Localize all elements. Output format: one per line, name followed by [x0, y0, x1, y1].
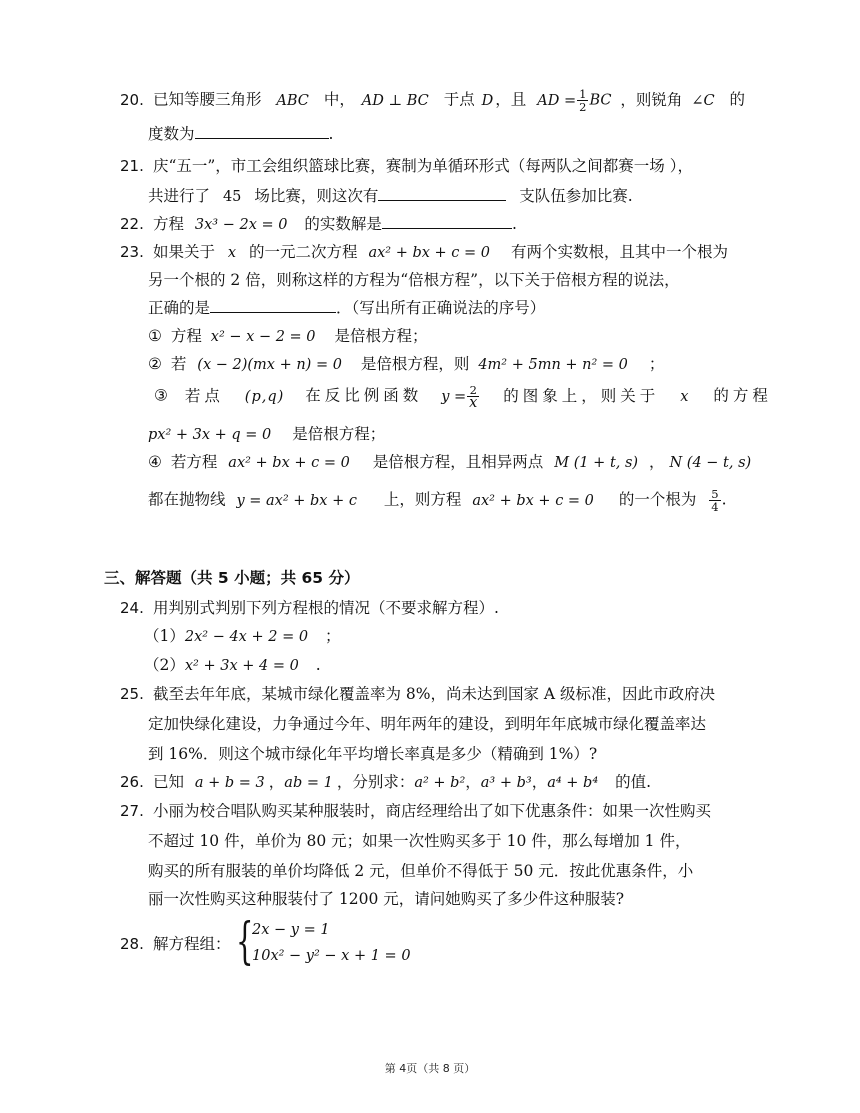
q23-fraction-5-over-4: $\frac{5}{4}$ — [711, 487, 719, 514]
q28-equation-2: 10x² − y² − x + 1 = 0 — [252, 948, 411, 964]
q24-part1: （1）2x² − 4x + 2 = 0 ； — [144, 627, 341, 645]
q24-line1: 24. 用判别式判别下列方程根的情况（不要求解方程）. — [120, 599, 499, 617]
answer-blank[interactable] — [195, 124, 329, 139]
q20-fraction: $\frac{1}{2}$ — [579, 87, 587, 114]
q28-number: 28. — [120, 935, 144, 953]
q28-equation-1: 2x − y = 1 — [252, 922, 330, 938]
q23-option2: ② 若 (x − 2)(mx + n) = 0 是倍根方程，则 4m² + 5mn + n² = 0 ； — [148, 355, 665, 373]
q23-line2: 另一个根的 2 倍，则称这样的方程为“倍根方程”，以下关于倍根方程的说法， — [148, 271, 680, 289]
answer-blank[interactable] — [210, 298, 336, 313]
q23-line3: 正确的是 ．（写出所有正确说法的序号） — [148, 299, 546, 317]
q28-system-brace: { — [236, 912, 254, 970]
q23-option4-line2: 都在抛物线 y = ax² + bx + c 上，则方程 ax² + bx + c = 0 的一个根为 $\frac{5}{4}$ . — [148, 487, 727, 514]
answer-blank[interactable] — [382, 214, 512, 229]
q20-number: 20. — [120, 90, 144, 109]
section-title: 三、解答题（共 5 小题；共 65 分） — [104, 569, 360, 587]
q22-number: 22. — [120, 215, 144, 233]
q23-option3-line1: ③ 若点 (p,q) 在反比例函数 y = $\frac{2}{x}$ 的图象上，则关于 x 的方程 — [154, 383, 772, 411]
q20-line1: 20. 已知等腰三角形 ABC 中， AD ⊥ BC 于点 D ，且 AD = $\frac{1}{2}$ BC ，则锐角 ∠C 的 — [120, 87, 746, 114]
q25-number: 25. — [120, 685, 144, 703]
q23-option3-line2: px² + 3x + q = 0 是倍根方程； — [148, 425, 386, 443]
q25-line3: 到 16%．则这个城市绿化年平均增长率真是多少（精确到 1%）? — [148, 745, 598, 763]
q27-line4: 丽一次性购买这种服装付了 1200 元，请问她购买了多少件这种服装? — [148, 890, 625, 908]
q26-number: 26. — [120, 773, 144, 791]
page-footer: 第 4页（共 8 页） — [384, 1062, 476, 1075]
q24-part2: （2）x² + 3x + 4 = 0 . — [144, 656, 321, 674]
q23-line1: 23. 如果关于 x 的一元二次方程 ax² + bx + c = 0 有两个实数根，且其中一个根为 — [120, 243, 728, 261]
q28-line: 28. 解方程组： — [120, 935, 231, 953]
q21-number: 21. — [120, 157, 144, 175]
q27-line2: 不超过 10 件，单价为 80 元；如果一次性购买多于 10 件，那么每增加 1 件， — [148, 832, 691, 850]
q20-line2: 度数为 . — [148, 125, 334, 143]
q26-line: 26. 已知 a + b = 3 ，ab = 1 ，分别求：a² + b²，a³ + b³，a⁴ + b⁴ 的值. — [120, 773, 652, 791]
q27-number: 27. — [120, 802, 144, 820]
q27-line1: 27. 小丽为校合唱队购买某种服装时，商店经理给出了如下优惠条件：如果一次性购买 — [120, 802, 711, 820]
q23-option4-line1: ④ 若方程 ax² + bx + c = 0 是倍根方程，且相异两点 M (1 + t, s) ， N (4 − t, s) — [148, 453, 752, 471]
q25-line1: 25. 截至去年年底，某城市绿化覆盖率为 8%，尚未达到国家 A 级标准，因此市政府决 — [120, 685, 716, 703]
answer-blank[interactable] — [378, 186, 506, 201]
q23-option1: ① 方程 x² − x − 2 = 0 是倍根方程； — [148, 327, 428, 345]
q23-fraction-2-over-x: $\frac{2}{x}$ — [469, 383, 478, 411]
q21-line1: 21. 庆“五一”，市工会组织篮球比赛，赛制为单循环形式（每两队之间都赛一场 ）， — [120, 157, 693, 175]
q27-line3: 购买的所有服装的单价均降低 2 元，但单价不得低于 50 元．按此优惠条件，小 — [148, 862, 694, 880]
q22-line: 22. 方程 3x³ − 2x = 0 的实数解是 . — [120, 215, 517, 233]
q21-line2: 共进行了 45 场比赛，则这次有 支队伍参加比赛. — [148, 187, 633, 205]
q25-line2: 定加快绿化建设，力争通过今年、明年两年的建设，到明年年底城市绿化覆盖率达 — [148, 715, 707, 733]
q24-number: 24. — [120, 599, 144, 617]
q23-number: 23. — [120, 243, 144, 261]
